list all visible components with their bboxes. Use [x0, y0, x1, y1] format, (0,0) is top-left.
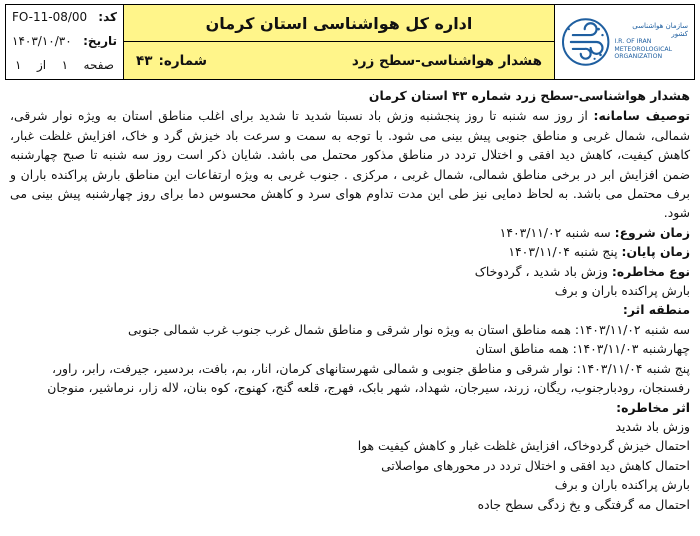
logo-fa-text: سازمان هواشناسی کشور [632, 22, 688, 38]
logo-en-2: METEOROLOGICAL [614, 45, 673, 53]
number-group [136, 53, 207, 69]
end-value: پنج شنبه ۱۴۰۳/۱۱/۰۴ [508, 244, 618, 260]
effects-list [10, 417, 690, 514]
desc-text: از روز سه شنبه تا روز پنجشنبه وزش باد نسبتا شدید تا شدید برای اغلب مناطق استان به ویژه نوار شرقی، شمالی، شمال غربی و مناطق جنوبی پیش بینی می شود. با توجه به سمت و سرعت باد خیزش گرد و خاک، افزایش غلظت غبار، کاهش کیفیت، کاهش دید افقی و اختلال تردد در مناطق مذکور محتمل می باشد. شایان ذکر است روز سه شنبه تا صبح چهارشنبه ضمن افزایش ابر در برخی مناطق شمالی، شمال غربی ، مرکزی . جنوب غربی به ویژه ارتفاعات این مناطق بارش پراکنده باران و برف محتمل می باشد. به لحاظ دمایی نیز طی این مدت تداوم هوای سرد و کاهش محسوس دما برای روز چهارشنبه پیش بینی می شود. [10, 108, 690, 221]
doc-type-row [124, 42, 554, 80]
document-meta-box [6, 5, 124, 79]
header-title-area [124, 5, 554, 79]
end-label: زمان پایان: [621, 244, 690, 260]
effect-item: احتمال خیزش گردوخاک، افزایش غلظت غبار و کاهش کیفیت هوا [357, 438, 690, 454]
page-of: از [36, 58, 47, 72]
desc-label: توصیف سامانه: [593, 108, 690, 124]
org-title: اداره کل هواشناسی استان کرمان [124, 5, 554, 42]
number-label: شماره: [158, 53, 208, 69]
document-body [10, 86, 690, 514]
code-label: کد: [98, 10, 117, 24]
region-item-3: پنج شنبه ۱۴۰۳/۱۱/۰۴: نوار شرقی و مناطق جنوبی و شمالی شهرستانهای کرمان، انار، بم، بافت، بردسیر، جیرفت، رابر، راور، رفسنجان، رودبارجنوب، ریگان، زرند، سیرجان، شهداد، شهر بابک، فهرج، قلعه گنج، کهنوج، کوه بنان، لاله زار، نرماشیر، منوجان [47, 360, 690, 396]
meteorological-org-logo-icon [561, 17, 610, 67]
page-current: ۱ [61, 58, 69, 72]
logo-en-3: ORGANIZATION [614, 53, 663, 61]
page-row [6, 53, 123, 77]
date-label: تاریخ: [83, 34, 117, 48]
logo-en-1: I.R. OF IRAN [614, 38, 652, 46]
region-label: منطقه اثر: [622, 302, 690, 318]
start-label: زمان شروع: [614, 224, 690, 240]
number-value: ۴۳ [136, 53, 153, 69]
logo-text [614, 23, 688, 61]
effect-item: احتمال کاهش دید افقی و اختلال تردد در محورهای مواصلاتی [381, 457, 690, 473]
doc-type: هشدار هواشناسی-سطح زرد [351, 53, 542, 69]
start-time-row [10, 223, 690, 242]
system-description [10, 106, 690, 222]
hazard-value-2: بارش پراکنده باران و برف [554, 283, 690, 299]
effect-item: بارش پراکنده باران و برف [554, 477, 690, 493]
logo [555, 5, 694, 79]
warning-title: هشدار هواشناسی-سطح زرد شماره ۴۳ استان کرمان [368, 88, 690, 103]
code-row [6, 5, 123, 29]
document-header [5, 4, 695, 80]
start-value: سه شنبه ۱۴۰۳/۱۱/۰۲ [499, 224, 611, 240]
region-item-2: چهارشنبه ۱۴۰۳/۱۱/۰۳: همه مناطق استان [475, 341, 690, 357]
hazard-type-row [10, 262, 690, 281]
region-item-1: سه شنبه ۱۴۰۳/۱۱/۰۲: همه مناطق استان به ویژه نوار شرقی و مناطق شمال غرب جنوب غرب شمالی جنوبی [127, 321, 690, 337]
page-label: صفحه [83, 58, 114, 72]
effect-item: وزش باد شدید [615, 418, 690, 434]
effect-item: احتمال مه گرفتگی و یخ زدگی سطح جاده [477, 496, 690, 512]
hazard-label: نوع مخاطره: [611, 263, 690, 279]
hazard-value-1: وزش باد شدید ، گردوخاک [474, 263, 608, 279]
date-row [6, 29, 123, 53]
logo-box [554, 5, 694, 79]
end-time-row [10, 242, 690, 261]
effects-label: اثر مخاطره: [616, 399, 690, 415]
page-total: ۱ [15, 58, 22, 72]
code-value: FO-11-08/00 [12, 10, 88, 24]
date-value: ۱۴۰۳/۱۰/۳۰ [12, 34, 72, 48]
